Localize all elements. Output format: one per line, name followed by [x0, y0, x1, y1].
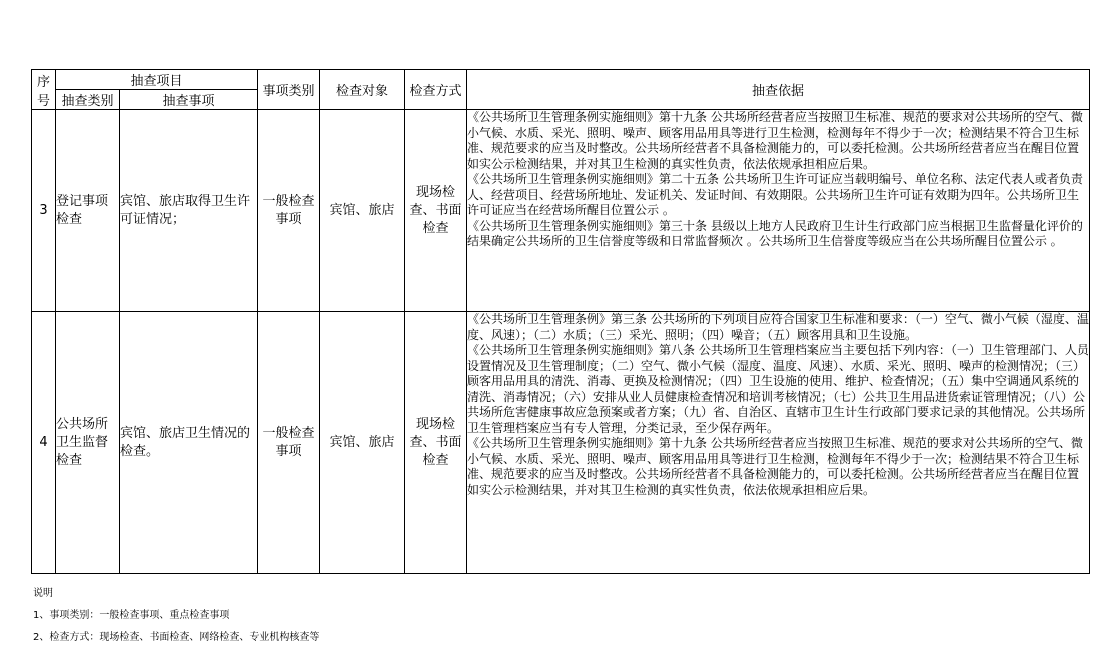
notes-line: 2、检查方式：现场检查、书面检查、网络检查、专业机构核查等: [33, 632, 320, 643]
row-item: 宾馆、旅店卫生情况的检查。: [120, 312, 258, 574]
row-target: 宾馆、旅店: [320, 312, 405, 574]
header-item: 抽查事项: [120, 90, 258, 110]
table-row: [32, 312, 1090, 574]
row-seq: 4: [32, 312, 56, 574]
basis-paragraph: 《公共场所卫生管理条例实施细则》第十九条 公共场所经营者应当按照卫生标准、规范的要求对公共场所的空气、微小气候、水质、采光、照明、噪声、顾客用品用具等进行卫生检测，检测每年不得少于一次；检测结果不符合卫生标准、规范要求的应当及时整改。公共场所经营者不具备检测能力的，可以委托检测。公共场所经营者应当在醒目位置如实公示检测结果，并对其卫生检测的真实性负责，依法依规承担相应后果。: [467, 436, 1083, 497]
row-basis: [467, 110, 1090, 312]
header-seq: 序号: [32, 70, 56, 110]
row-target: 宾馆、旅店: [320, 110, 405, 312]
header-basis: 抽查依据: [467, 70, 1090, 110]
header-item-group: 抽查项目: [56, 70, 258, 90]
notes-line: 1、事项类别：一般检查事项、重点检查事项: [33, 610, 230, 621]
basis-paragraph: 《公共场所卫生管理条例实施细则》第十九条 公共场所经营者应当按照卫生标准、规范的要求对公共场所的空气、微小气候、水质、采光、照明、噪声、顾客用品用具等进行卫生检测，检测每年不得少于一次；检测结果不符合卫生标准、规范要求的应当及时整改。公共场所经营者不具备检测能力的，可以委托检测。公共场所经营者应当在醒目位置如实公示检测结果，并对其卫生检测的真实性负责，依法依规承担相应后果。: [467, 110, 1083, 171]
row-method: 现场检查、书面检查: [405, 110, 467, 312]
table-row: [32, 110, 1090, 312]
header-type: 事项类别: [258, 70, 320, 110]
basis-paragraph: 《公共场所卫生管理条例实施细则》第三十条 县级以上地方人民政府卫生计生行政部门应当根据卫生监督量化评价的结果确定公共场所的卫生信誉度等级和日常监督频次 。公共场所卫生信誉度等级应当在公共场所醒目位置公示 。: [467, 218, 1083, 248]
basis-paragraph: 《公共场所卫生管理条例》第三条 公共场所的下列项目应符合国家卫生标准和要求：（一）空气、微小气候（湿度、温度、风速）；（二）水质；（三）采光、照明；（四）噪音；（五）顾客用具和卫生设施。: [467, 312, 1089, 342]
row-item: 宾馆、旅店取得卫生许可证情况；: [120, 110, 258, 312]
row-type: 一般检查事项: [258, 312, 320, 574]
basis-paragraph: 《公共场所卫生管理条例实施细则》第八条 公共场所卫生管理档案应当主要包括下列内容：（一）卫生管理部门、人员设置情况及卫生管理制度；（二）空气、微小气候（湿度、温度、风速）、水质、采光、照明、噪声的检测情况；（三）顾客用品用具的清洗、消毒、更换及检测情况；（四）卫生设施的使用、维护、检查情况；（五）集中空调通风系统的清洗、消毒情况；（六）安排从业人员健康检查情况和培训考核情况；（七）公共卫生用品进货索证管理情况；（八）公共场所危害健康事故应急预案或者方案；（九）省、自治区、直辖市卫生计生行政部门要求记录的其他情况。公共场所卫生管理档案应当有专人管理，分类记录，至少保存两年。: [467, 343, 1089, 435]
header-category: 抽查类别: [56, 90, 120, 110]
basis-paragraph: 《公共场所卫生管理条例实施细则》第二十五条 公共场所卫生许可证应当载明编号、单位名称、法定代表人或者负责人、经营项目、经营场所地址、发证机关、发证时间、有效期限。公共场所卫生许可证有效期为四年。公共场所卫生许可证应当在经营场所醒目位置公示 。: [467, 172, 1083, 217]
notes-title: 说明: [33, 588, 53, 599]
notes-section: [33, 588, 319, 654]
row-method: 现场检查、书面检查: [405, 312, 467, 574]
row-category: 登记事项检查: [56, 110, 120, 312]
inspection-table: [31, 69, 1090, 574]
row-basis: [467, 312, 1090, 574]
row-seq: 3: [32, 110, 56, 312]
header-target: 检查对象: [320, 70, 405, 110]
row-category: 公共场所卫生监督检查: [56, 312, 120, 574]
row-type: 一般检查事项: [258, 110, 320, 312]
header-method: 检查方式: [405, 70, 467, 110]
